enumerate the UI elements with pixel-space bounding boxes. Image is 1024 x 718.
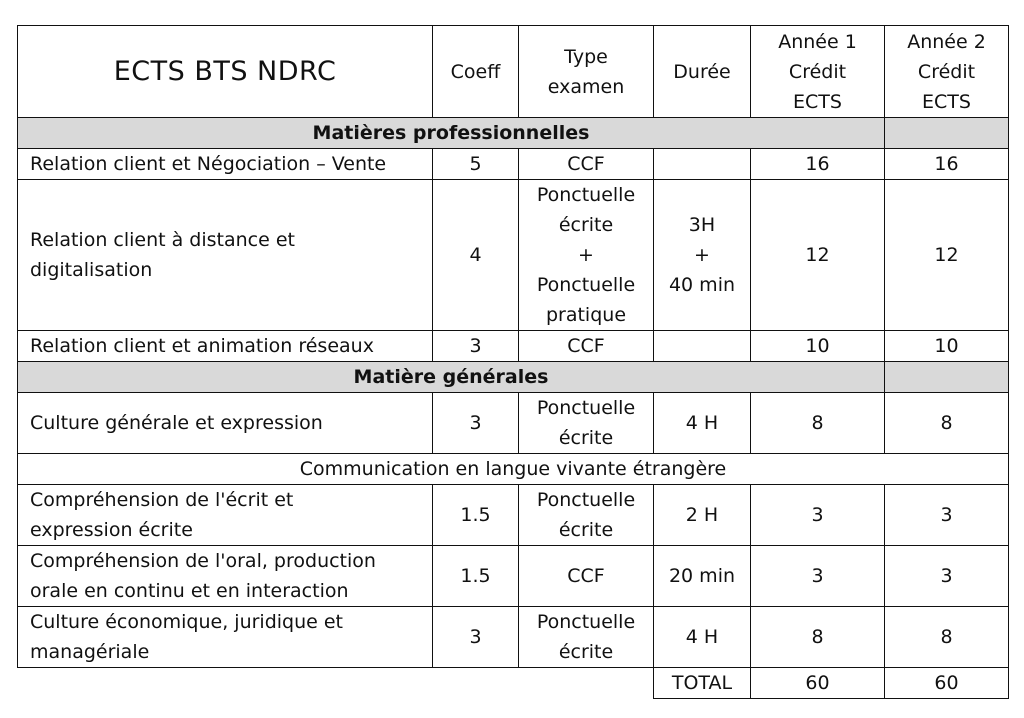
cell-annee2: 16: [885, 149, 1009, 180]
cell-duree: [654, 149, 751, 180]
cell-annee1: 3: [751, 546, 885, 607]
cell-matiere: Relation client et Négociation – Vente: [18, 149, 433, 180]
table-row: [18, 149, 1009, 180]
section-row-gen: [18, 362, 1009, 393]
cell-matiere: Relation client et animation réseaux: [18, 331, 433, 362]
header-duree: Durée: [654, 26, 751, 118]
section-row-pro: [18, 118, 1009, 149]
header-coeff: Coeff: [433, 26, 519, 118]
header-annee2: Année 2 Crédit ECTS: [885, 26, 1009, 118]
cell-annee1: 3: [751, 485, 885, 546]
cell-annee2: 3: [885, 546, 1009, 607]
cell-duree: 4 H: [654, 393, 751, 454]
cell-coeff: 4: [433, 180, 519, 331]
cell-matiere: Compréhension de l'écrit et expression écrite: [18, 485, 433, 546]
langue-header-row: [18, 454, 1009, 485]
cell-type-examen: Ponctuelle écrite: [519, 485, 654, 546]
cell-matiere: Relation client à distance et digitalisation: [18, 180, 433, 331]
cell-coeff: 1.5: [433, 546, 519, 607]
ects-table-container: [17, 25, 1009, 699]
table-row: [18, 180, 1009, 331]
cell-coeff: 3: [433, 331, 519, 362]
cell-coeff: 1.5: [433, 485, 519, 546]
cell-annee2: 8: [885, 607, 1009, 668]
ects-table: [17, 25, 1009, 699]
cell-annee2: 3: [885, 485, 1009, 546]
cell-matiere: Culture économique, juridique et managériale: [18, 607, 433, 668]
cell-annee1: 10: [751, 331, 885, 362]
header-row: [18, 26, 1009, 118]
total-annee1: 60: [751, 668, 885, 699]
cell-type-examen: Ponctuelle écrite + Ponctuelle pratique: [519, 180, 654, 331]
cell-annee2: 10: [885, 331, 1009, 362]
cell-annee1: 16: [751, 149, 885, 180]
cell-coeff: 3: [433, 607, 519, 668]
cell-duree: 4 H: [654, 607, 751, 668]
section-title-gen: Matière générales: [18, 362, 885, 393]
section-title-pro: Matières professionnelles: [18, 118, 885, 149]
cell-type-examen: CCF: [519, 331, 654, 362]
cell-duree: 2 H: [654, 485, 751, 546]
cell-duree: 3H + 40 min: [654, 180, 751, 331]
cell-coeff: 3: [433, 393, 519, 454]
cell-coeff: 5: [433, 149, 519, 180]
cell-annee1: 8: [751, 607, 885, 668]
cell-annee2: 8: [885, 393, 1009, 454]
cell-type-examen: CCF: [519, 546, 654, 607]
cell-type-examen: Ponctuelle écrite: [519, 607, 654, 668]
header-annee1: Année 1 Crédit ECTS: [751, 26, 885, 118]
table-row: [18, 485, 1009, 546]
langue-header: Communication en langue vivante étrangère: [18, 454, 1009, 485]
table-row: [18, 331, 1009, 362]
table-row: [18, 607, 1009, 668]
cell-duree: 20 min: [654, 546, 751, 607]
cell-annee1: 12: [751, 180, 885, 331]
table-row: [18, 393, 1009, 454]
cell-duree: [654, 331, 751, 362]
cell-matiere: Culture générale et expression: [18, 393, 433, 454]
total-label: TOTAL: [654, 668, 751, 699]
section-empty-cell: [885, 362, 1009, 393]
header-type-examen: Type examen: [519, 26, 654, 118]
cell-type-examen: Ponctuelle écrite: [519, 393, 654, 454]
cell-annee1: 8: [751, 393, 885, 454]
total-annee2: 60: [885, 668, 1009, 699]
section-empty-cell: [885, 118, 1009, 149]
cell-type-examen: CCF: [519, 149, 654, 180]
table-row: [18, 546, 1009, 607]
cell-matiere: Compréhension de l'oral, production orale en continu et en interaction: [18, 546, 433, 607]
total-row: [18, 668, 1009, 699]
cell-annee2: 12: [885, 180, 1009, 331]
table-title: ECTS BTS NDRC: [18, 26, 433, 118]
